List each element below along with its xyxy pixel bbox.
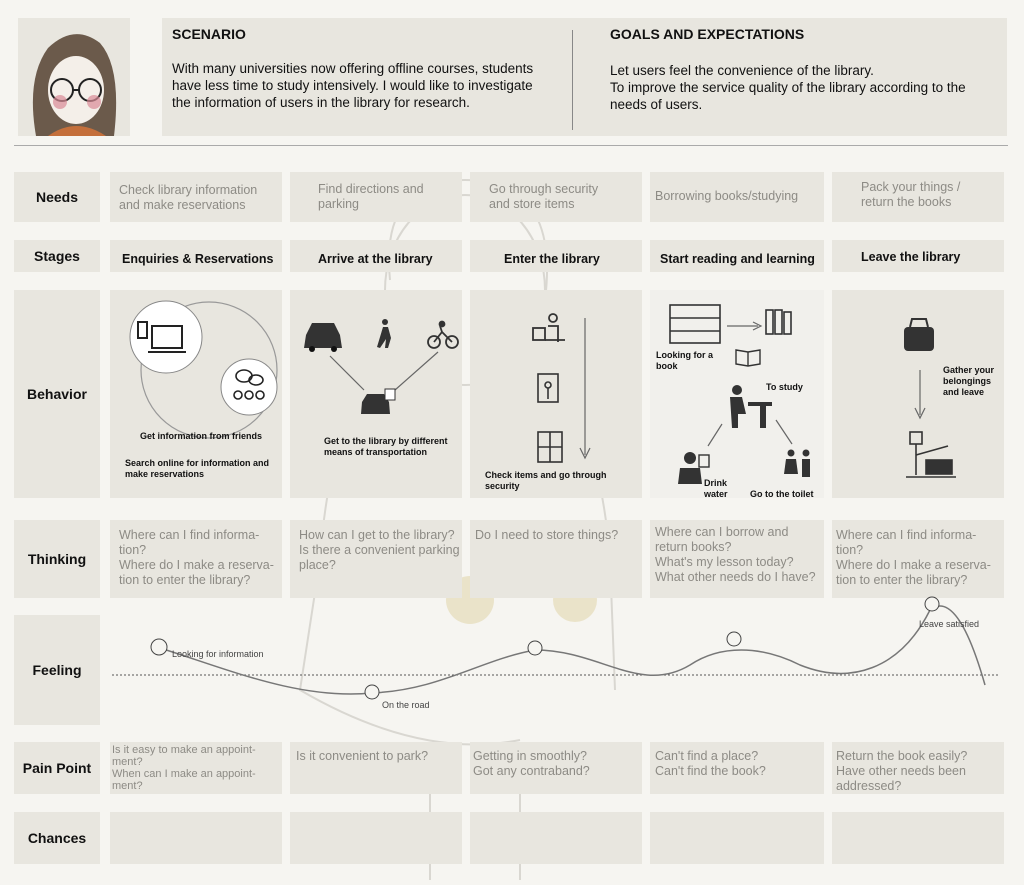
chances-cell <box>110 812 282 864</box>
behavior-toilet-label: Go to the toilet <box>750 489 814 499</box>
behavior-friends-label: Get information from friends <box>140 431 263 441</box>
needs-text: Pack your things / return the books <box>861 180 961 209</box>
chances-cell <box>290 812 462 864</box>
pain-text: Is it convenient to park? <box>296 749 429 763</box>
needs-text: Check library information and make reservations <box>119 183 258 212</box>
stage-text: Leave the library <box>861 250 961 264</box>
thinking-text: Where can I find informa- tion? Where do I make a reserva- tion to enter the library? <box>119 528 274 587</box>
pain-text: Getting in smoothly? Got any contraband? <box>473 749 590 778</box>
row-label-behavior: Behavior <box>14 290 100 498</box>
thinking-text: Where can I borrow and return books? What's my lesson today? What other needs do I have? <box>655 525 816 584</box>
behavior-search-label: Search online for information and make reservations <box>125 458 270 479</box>
pain-text: Can't find a place? Can't find the book? <box>655 749 766 778</box>
chances-cell <box>650 812 824 864</box>
feeling-road-label: On the road <box>382 700 430 710</box>
needs-text: Find directions and parking <box>318 182 424 211</box>
needs-text: Borrowing books/studying <box>655 189 799 203</box>
row-label-needs: Needs <box>14 172 100 222</box>
face-icon <box>151 597 939 699</box>
thinking-text: How can I get to the library? Is there a convenient parking place? <box>299 528 460 572</box>
behavior-drink-label: Drink water <box>704 478 728 499</box>
chances-cell <box>832 812 1004 864</box>
pain-text: Return the book easily? Have other needs been addressed? <box>836 749 968 793</box>
thinking-text: Where can I find informa- tion? Where do I make a reserva- tion to enter the library? <box>836 528 991 587</box>
stage-text: Arrive at the library <box>318 252 433 266</box>
thinking-text: Do I need to store things? <box>475 528 619 542</box>
stage-text: Enquiries & Reservations <box>122 252 274 266</box>
goals-line-1: Let users feel the convenience of the library. <box>610 63 874 78</box>
goals-line-2: To improve the service quality of the library according to the needs of users. <box>610 80 966 112</box>
scenario-title: SCENARIO <box>172 26 246 42</box>
behavior-leave-label: Gather your belongings and leave <box>943 365 995 397</box>
behavior-transport-label: Get to the library by different means of transportation <box>324 436 448 457</box>
row-label-pain-point: Pain Point <box>14 742 100 794</box>
row-label-chances: Chances <box>14 812 100 864</box>
chances-cell <box>470 812 642 864</box>
feeling-looking-label: Looking for information <box>172 649 264 659</box>
scenario-text: With many universities now offering offline courses, students have less time to study intensively. I would like to investigate the information of users in the library for research. <box>172 61 534 110</box>
stage-text: Enter the library <box>504 252 600 266</box>
pain-text: Is it easy to make an appoint- ment? When can I make an appoint- ment? <box>112 744 256 792</box>
row-label-stages: Stages <box>14 240 100 272</box>
feeling-leave-label: Leave satisfied <box>919 619 980 629</box>
row-label-thinking: Thinking <box>14 520 100 598</box>
behavior-looking-label: Looking for a book <box>656 350 713 371</box>
stage-text: Start reading and learning <box>660 252 815 266</box>
behavior-security-label: Check items and go through security <box>485 470 607 491</box>
goals-title: GOALS AND EXPECTATIONS <box>610 26 805 42</box>
behavior-study-label: To study <box>766 382 803 392</box>
row-label-feeling: Feeling <box>14 615 100 725</box>
needs-text: Go through security and store items <box>489 182 599 211</box>
